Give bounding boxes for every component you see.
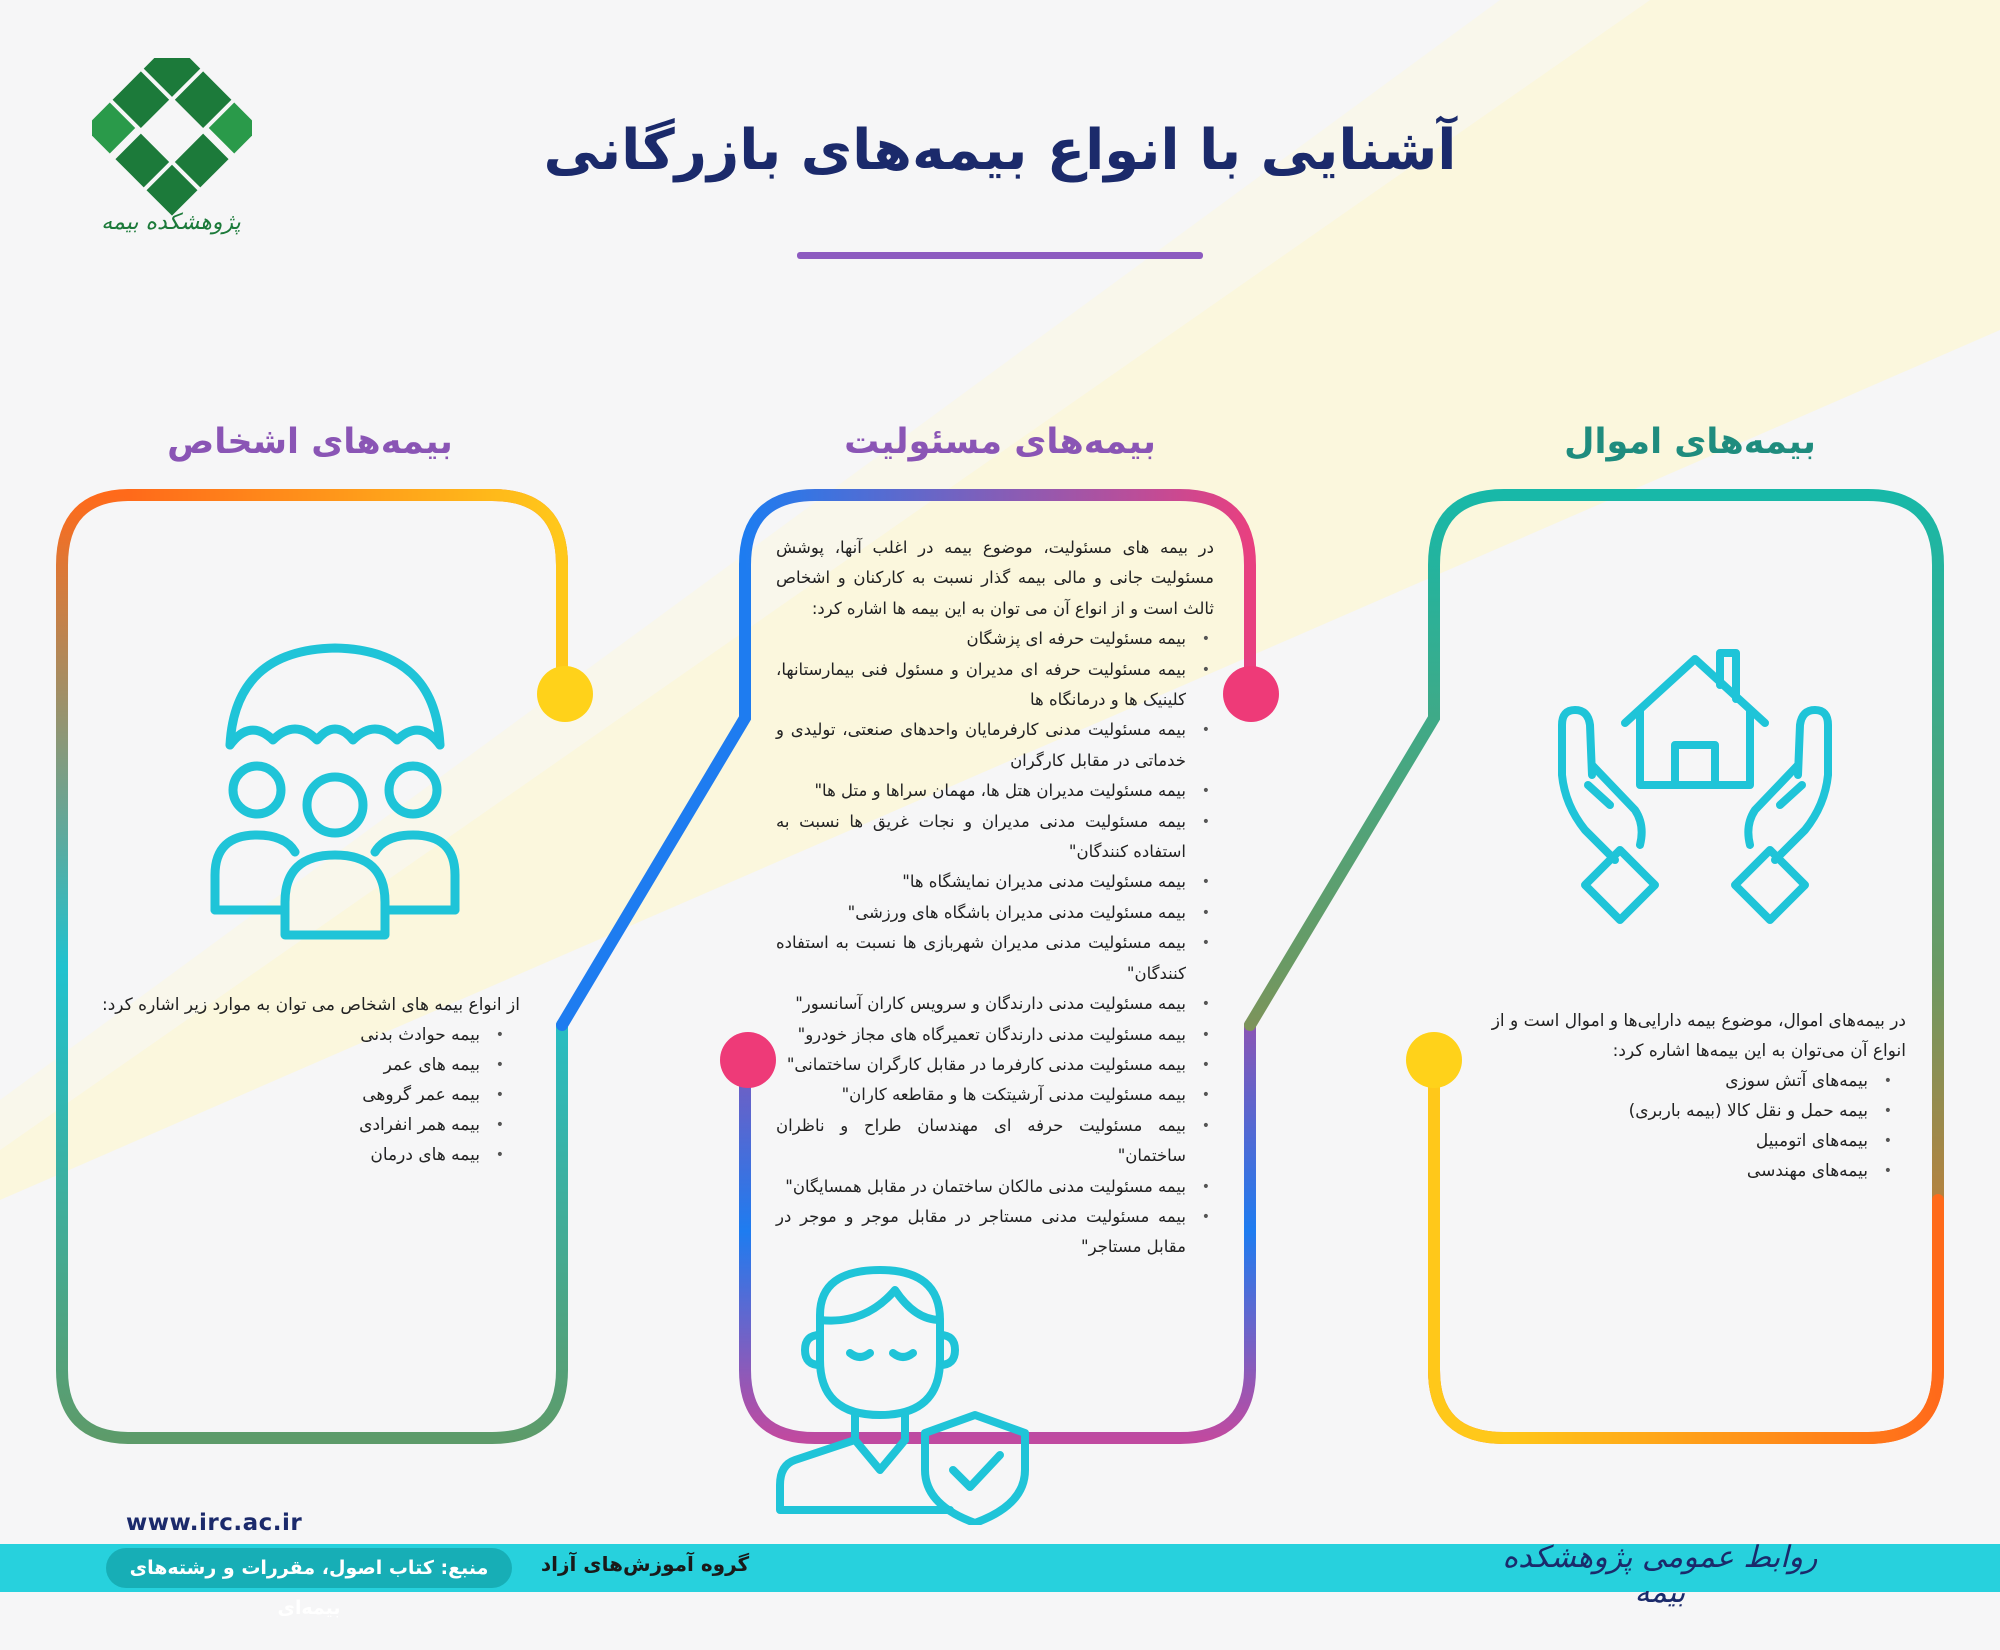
list-item: • بیمه حوادث بدنی (100, 1020, 508, 1050)
list-item: • بیمه مسئولیت مدنی کارفرما در مقابل کارگران ساختمانی" (776, 1050, 1214, 1080)
list-item: • بیمه همر انفرادی (100, 1110, 508, 1140)
list-item: • بیمه مسئولیت مدنی مدیران شهربازی ها نسبت به استفاده کنندگان" (776, 928, 1214, 989)
list-item: • بیمه مسئولیت مدنی مدیران و نجات غریق ها نسبت به استفاده کنندگان" (776, 807, 1214, 868)
property-title: بیمه‌های اموال (1564, 422, 1816, 462)
persons-list (100, 1020, 520, 1170)
list-item: • بیمه مسئولیت حرفه ای مهندسان طراح و ناظران ساختمان" (776, 1111, 1214, 1172)
hands-house-icon (1550, 645, 1840, 935)
page-title: آشنایی با انواع بیمه‌های بازرگانی (543, 118, 1457, 183)
liability-list (776, 624, 1214, 1263)
list-item: • بیمه مسئولیت مدنی دارندگان تعمیرگاه های مجاز خودرو" (776, 1020, 1214, 1050)
list-item: • بیمه مسئولیت مدنی مدیران باشگاه های ورزشی" (776, 898, 1214, 928)
list-item: • بیمه حمل و نقل کالا (بیمه باربری) (1486, 1096, 1896, 1126)
persons-card (100, 990, 520, 1170)
list-item: • بیمه‌های مهندسی (1486, 1156, 1896, 1186)
source-badge: منبع: کتاب اصول، مقررات و رشته‌های بیمه‌ای (106, 1548, 512, 1588)
liability-card (776, 533, 1214, 1263)
persons-title: بیمه‌های اشخاص (167, 422, 453, 462)
family-umbrella-icon (205, 640, 465, 940)
persons-intro: از انواع بیمه های اشخاص می توان به موارد زیر اشاره کرد: (102, 995, 520, 1015)
list-item: • بیمه مسئولیت مدیران هتل ها، مهمان سراها و متل ها" (776, 776, 1214, 806)
list-item: • بیمه‌های اتومبیل (1486, 1126, 1896, 1156)
public-relations-signature: روابط عمومی پژوهشکده بیمه (1502, 1540, 1818, 1610)
list-item: • بیمه مسئولیت مدنی کارفرمایان واحدهای صنعتی، تولیدی و خدماتی در مقابل کارگران (776, 715, 1214, 776)
group-label: گروه آموزش‌های آزاد (540, 1552, 750, 1576)
title-underline (797, 252, 1203, 259)
list-item: • بیمه عمر گروهی (100, 1080, 508, 1110)
list-item: • بیمه مسئولیت مدنی دارندگان و سرویس کاران آسانسور" (776, 989, 1214, 1019)
property-intro: در بیمه‌های اموال، موضوع بیمه دارایی‌ها و اموال است و از انواع آن می‌توان به این بیمه‌ها اشاره کرد: (1491, 1011, 1906, 1061)
list-item: • بیمه های درمان (100, 1140, 508, 1170)
liability-title: بیمه‌های مسئولیت (844, 422, 1156, 462)
list-item: • بیمه مسئولیت مدنی آرشیتکت ها و مقاطعه کاران" (776, 1080, 1214, 1110)
list-item: • بیمه مسئولیت مدنی مستاجر در مقابل موجر و موجر در مقابل مستاجر" (776, 1202, 1214, 1263)
list-item: • بیمه مسئولیت حرفه ای پزشگان (776, 624, 1214, 654)
logo-text: پژوهشکده بیمه (101, 210, 241, 235)
liability-intro: در بیمه های مسئولیت، موضوع بیمه در اغلب آنها، پوشش مسئولیت جانی و مالی بیمه گذار نسبت به کارکنان و اشخاص ثالث است و از انواع آن می توان به این بیمه ها اشاره کرد: (776, 538, 1214, 618)
website-link[interactable]: www.irc.ac.ir (126, 1510, 303, 1536)
list-item: • بیمه مسئولیت مدنی مدیران نمایشگاه ها" (776, 867, 1214, 897)
person-shield-icon (775, 1265, 1035, 1525)
list-item: • بیمه مسئولیت مدنی مالکان ساختمان در مقابل همسایگان" (776, 1172, 1214, 1202)
list-item: • بیمه های عمر (100, 1050, 508, 1080)
property-list (1486, 1066, 1906, 1186)
list-item: • بیمه مسئولیت حرفه ای مدیران و مسئول فنی بیمارستانها، کلینیک ها و درمانگاه ها (776, 655, 1214, 716)
property-card (1486, 1006, 1906, 1186)
list-item: • بیمه‌های آتش سوزی (1486, 1066, 1896, 1096)
